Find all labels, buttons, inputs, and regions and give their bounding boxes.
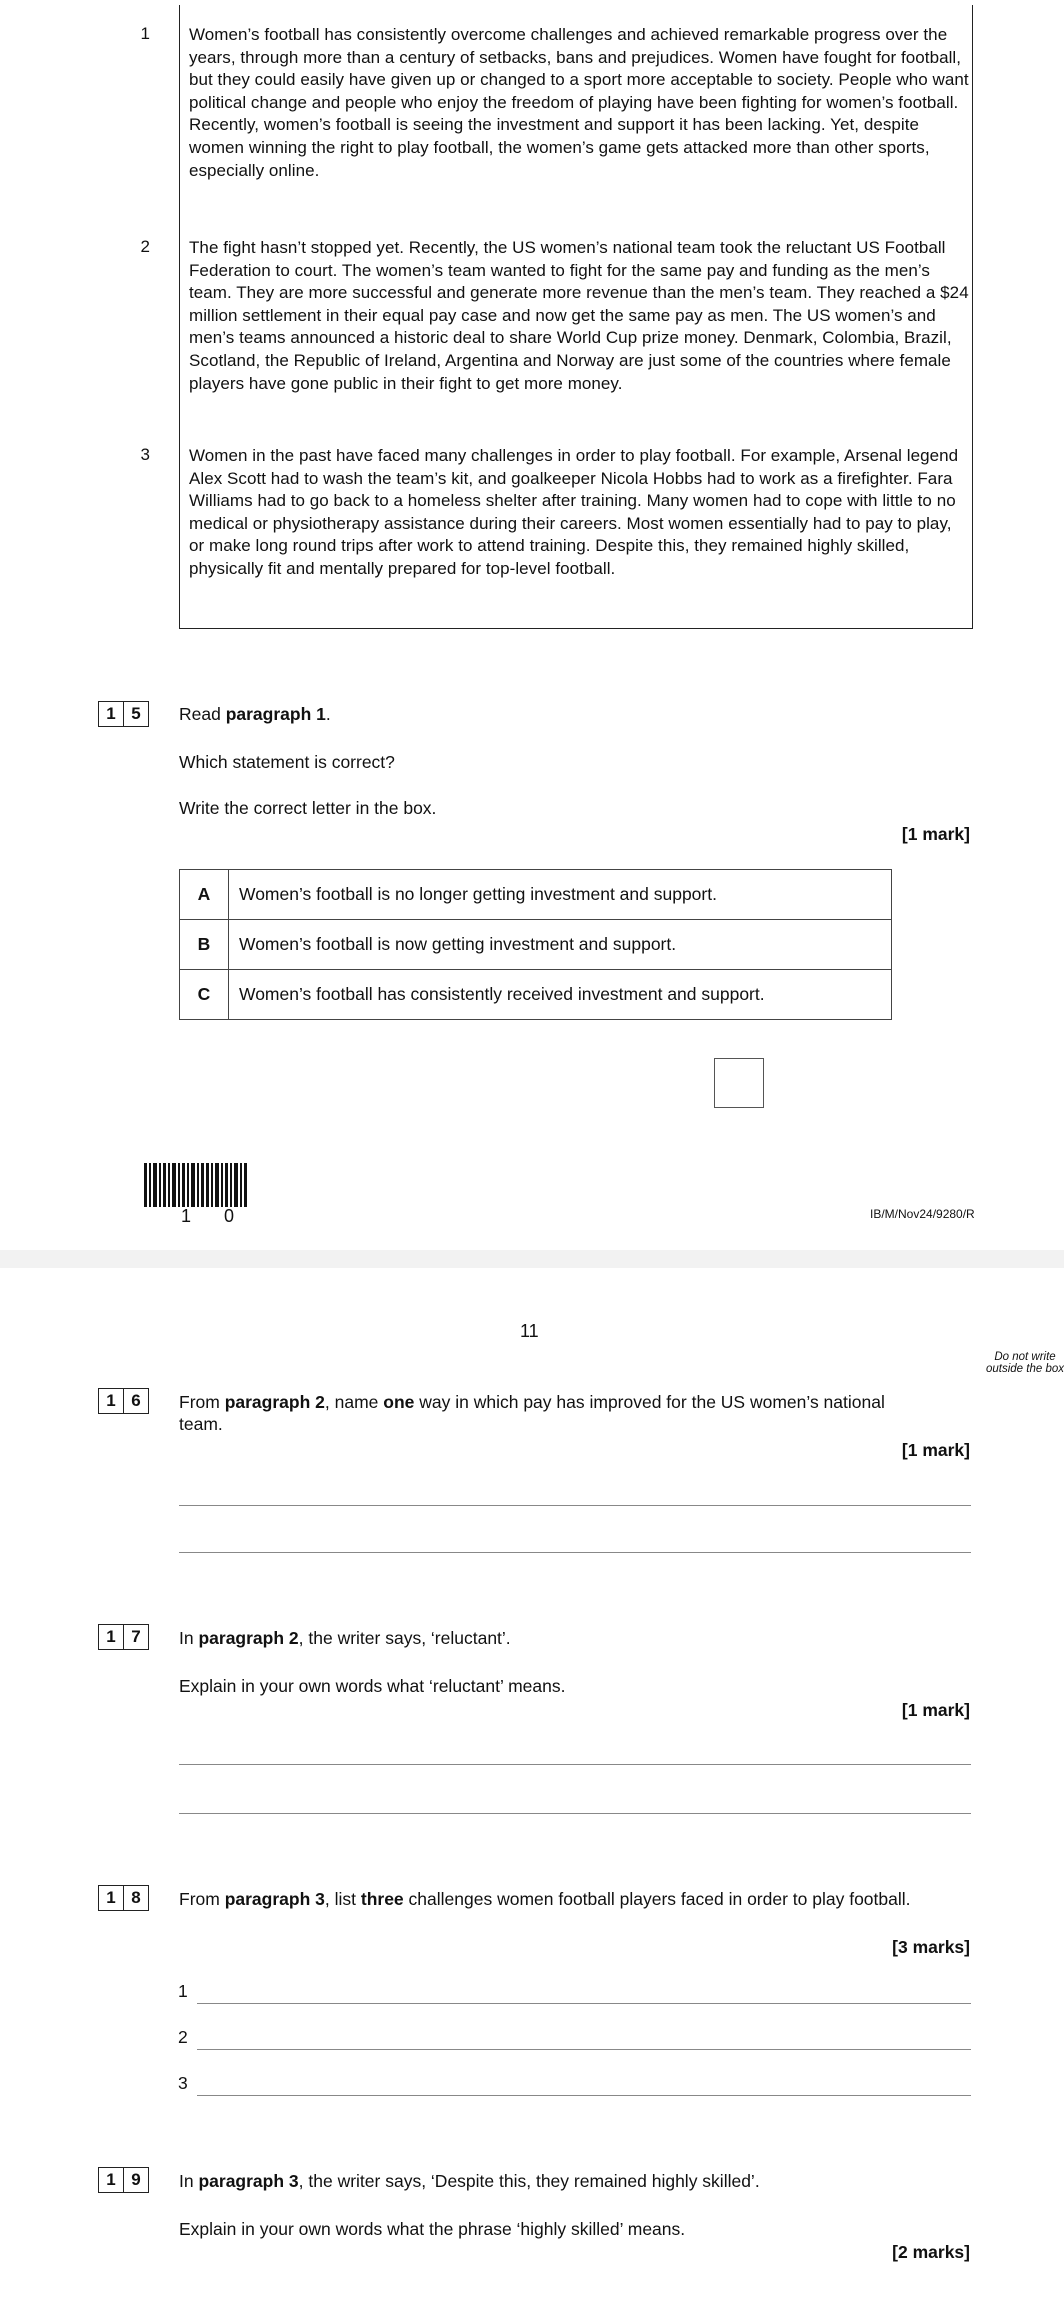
answer-line[interactable] (179, 1764, 971, 1765)
question-number-box (98, 1388, 149, 1414)
paragraph-number: 3 (140, 445, 150, 464)
question-digit: 1 (106, 2170, 116, 2189)
question-number-box (98, 701, 149, 727)
question-digit: 7 (123, 1625, 148, 1649)
marks-label: [1 mark] (901, 1700, 970, 1720)
paragraph-number: 2 (140, 237, 150, 256)
answer-line[interactable] (197, 2049, 971, 2050)
option-letter: A (180, 870, 229, 920)
question-digit: 1 (106, 1888, 116, 1907)
paper-reference: IB/M/Nov24/9280/R (870, 1207, 975, 1221)
question-15-instruction: Write the correct letter in the box. (179, 798, 437, 818)
answer-number: 3 (178, 2073, 188, 2093)
answer-line[interactable] (179, 1813, 971, 1814)
question-digit: 1 (106, 704, 116, 723)
question-number-box (98, 1885, 149, 1911)
marks-label: [1 mark] (901, 1440, 970, 1460)
marks-label: [2 marks] (892, 2242, 970, 2262)
option-letter: C (180, 970, 229, 1020)
answer-line[interactable] (179, 1505, 971, 1506)
option-text: Women’s football has consistently received investment and support. (229, 970, 892, 1020)
answer-letter-box[interactable] (714, 1058, 764, 1108)
option-letter: B (180, 920, 229, 970)
option-row (180, 920, 892, 970)
question-digit: 6 (123, 1389, 148, 1413)
answer-number: 1 (178, 1981, 188, 2001)
question-number-box (98, 2167, 149, 2193)
question-19-instruction: Explain in your own words what the phrase ‘highly skilled’ means. (179, 2219, 686, 2239)
question-17-instruction: Explain in your own words what ‘reluctant’ means. (179, 1676, 566, 1696)
question-digit: 1 (106, 1627, 116, 1646)
option-row (180, 970, 892, 1020)
answer-line[interactable] (179, 1552, 971, 1553)
question-digit: 5 (123, 702, 148, 726)
answer-line[interactable] (197, 2095, 971, 2096)
question-number-box (98, 1624, 149, 1650)
answer-number: 2 (178, 2027, 188, 2047)
question-digit: 1 (106, 1391, 116, 1410)
option-text: Women’s football is no longer getting investment and support. (229, 870, 892, 920)
paragraph-text: Women’s football has consistently overcome challenges and achieved remarkable progress over the years, through more than a century of setbacks, bans and prejudices. Women have fought for football, but they could easily have given up or changed to a sport more acceptable to society. People who want political change and people who enjoy the freedom of playing have been fighting for women’s football. Recently, women’s football is seeing the investment and support it has been lacking. Yet, despite women winning the right to play football, the women’s game gets attacked more than other sports, especially online. (189, 25, 969, 180)
question-18-prompt: From paragraph 3, list three challenges women football players faced in order to play football. (179, 1889, 911, 1909)
marks-label: [1 mark] (901, 824, 970, 844)
page-number: 11 (520, 1321, 539, 1341)
question-16-prompt: From paragraph 2, name one way in which pay has improved for the US women’s national team. (179, 1392, 885, 1434)
paragraph-number: 1 (140, 24, 150, 43)
option-row (180, 870, 892, 920)
options-table (179, 869, 892, 1020)
answer-line[interactable] (197, 2003, 971, 2004)
question-15-prompt: Read paragraph 1. (179, 704, 331, 724)
marks-label: [3 marks] (892, 1937, 970, 1957)
margin-note: Do not write outside the box (985, 1351, 1064, 1375)
option-text: Women’s football is now getting investment and support. (229, 920, 892, 970)
question-digit: 9 (123, 2168, 148, 2192)
question-digit: 8 (123, 1886, 148, 1910)
barcode-icon (144, 1163, 254, 1207)
paragraph-text: The fight hasn’t stopped yet. Recently, the US women’s national team took the reluctant US Football Federation to court. The women’s team wanted to fight for the same pay and funding as the men’s team. They are more successful and generate more revenue than the men’s team. They reached a $24 million settlement in their equal pay case and now get the same pay as men. The US women’s and men’s teams announced a historic deal to share World Cup prize money. Denmark, Colombia, Brazil, Scotland, the Republic of Ireland, Argentina and Norway are just some of the countries where female players have gone public in their fight to get more money. (189, 238, 969, 393)
question-17-prompt: In paragraph 2, the writer says, ‘reluctant’. (179, 1628, 511, 1648)
barcode-digits: 1 0 (181, 1206, 249, 1226)
paragraph-text: Women in the past have faced many challenges in order to play football. For example, Arsenal legend Alex Scott had to wash the team’s kit, and goalkeeper Nicola Hobbs had to work as a firefighter. Fara Williams had to go back to a homeless shelter after training. Many women had to cope with little to no medical or physiotherapy assistance during their careers. Most women essentially had to pay to play, or make long round trips after work to attend training. Despite this, they remained highly skilled, physically fit and mentally prepared for top-level football. (189, 446, 959, 578)
question-15-instruction: Which statement is correct? (179, 752, 395, 772)
question-19-prompt: In paragraph 3, the writer says, ‘Despite this, they remained highly skilled’. (179, 2171, 760, 2191)
